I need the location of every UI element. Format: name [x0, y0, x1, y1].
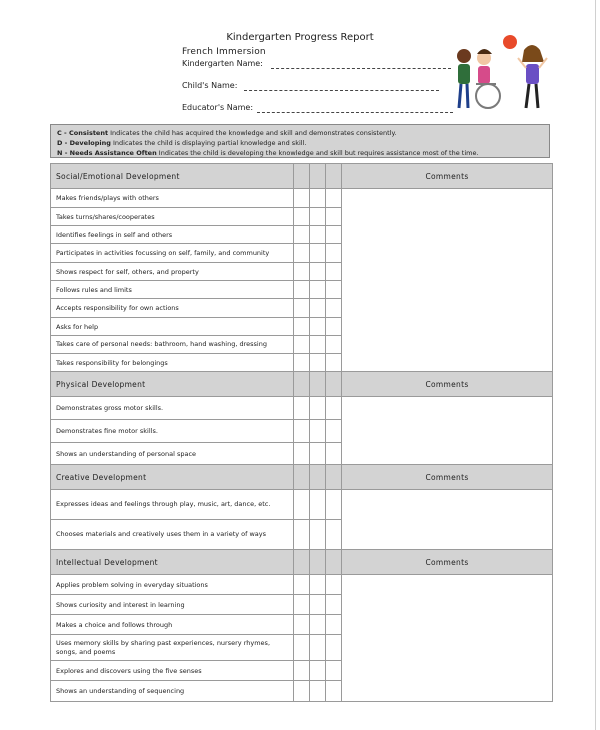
rating-n-checkbox[interactable] [326, 299, 342, 318]
rating-c-checkbox[interactable] [294, 281, 310, 299]
rating-d-checkbox[interactable] [310, 336, 326, 354]
table-row [51, 189, 553, 208]
comments-box[interactable] [342, 490, 553, 550]
rating-n-checkbox[interactable] [326, 443, 342, 465]
rating-c-checkbox[interactable] [294, 615, 310, 635]
skill-label: Shows respect for self, others, and property [51, 263, 294, 281]
rating-d-checkbox[interactable] [310, 354, 326, 372]
rating-n-checkbox[interactable] [326, 281, 342, 299]
comments-header: Comments [342, 372, 553, 397]
rating-header-cell [294, 465, 310, 490]
rating-d-checkbox[interactable] [310, 318, 326, 336]
rating-c-checkbox[interactable] [294, 263, 310, 281]
page-edge [595, 0, 596, 730]
rating-c-checkbox[interactable] [294, 244, 310, 263]
rating-c-checkbox[interactable] [294, 490, 310, 520]
skill-label: Expresses ideas and feelings through play, music, art, dance, etc. [51, 490, 294, 520]
rating-c-checkbox[interactable] [294, 299, 310, 318]
child-name-label: Child's Name: [182, 81, 238, 90]
rating-c-checkbox[interactable] [294, 661, 310, 681]
skill-label: Shows an understanding of personal space [51, 443, 294, 465]
rating-header-cell [326, 465, 342, 490]
rating-header-cell [310, 465, 326, 490]
skill-label: Demonstrates fine motor skills. [51, 420, 294, 443]
skill-label: Takes responsibility for belongings [51, 354, 294, 372]
skill-label: Follows rules and limits [51, 281, 294, 299]
rating-n-checkbox[interactable] [326, 226, 342, 244]
section-title: Intellectual Development [51, 550, 294, 575]
rating-c-checkbox[interactable] [294, 318, 310, 336]
comments-box[interactable] [342, 575, 553, 702]
skill-label: Participates in activities focussing on self, family, and community [51, 244, 294, 263]
rating-header-cell [310, 164, 326, 189]
rating-header-cell [310, 372, 326, 397]
rating-c-checkbox[interactable] [294, 520, 310, 550]
legend-text: Indicates the child has acquired the knowledge and skill and demonstrates consistently. [108, 129, 397, 137]
rating-d-checkbox[interactable] [310, 244, 326, 263]
rating-d-checkbox[interactable] [310, 615, 326, 635]
child-name-line[interactable] [244, 83, 439, 91]
section-title: Social/Emotional Development [51, 164, 294, 189]
comments-header: Comments [342, 550, 553, 575]
skill-label: Takes turns/shares/cooperates [51, 208, 294, 226]
skill-label: Demonstrates gross motor skills. [51, 397, 294, 420]
report-title: Kindergarten Progress Report [226, 32, 374, 43]
rating-n-checkbox[interactable] [326, 318, 342, 336]
rating-n-checkbox[interactable] [326, 263, 342, 281]
rating-n-checkbox[interactable] [326, 420, 342, 443]
table-row [51, 397, 553, 420]
rating-c-checkbox[interactable] [294, 443, 310, 465]
educator-name-line[interactable] [257, 105, 453, 113]
rating-c-checkbox[interactable] [294, 635, 310, 661]
skill-label: Shows an understanding of sequencing [51, 681, 294, 702]
section-header [51, 465, 553, 490]
table-row [51, 490, 553, 520]
rating-c-checkbox[interactable] [294, 397, 310, 420]
rating-d-checkbox[interactable] [310, 299, 326, 318]
comments-box[interactable] [342, 397, 553, 465]
rating-n-checkbox[interactable] [326, 575, 342, 595]
rating-n-checkbox[interactable] [326, 635, 342, 661]
rating-header-cell [294, 550, 310, 575]
rating-d-checkbox[interactable] [310, 189, 326, 208]
section-title: Physical Development [51, 372, 294, 397]
rating-d-checkbox[interactable] [310, 281, 326, 299]
rating-header-cell [310, 550, 326, 575]
rating-legend [50, 124, 550, 158]
legend-developing [57, 138, 543, 148]
skill-label: Shows curiosity and interest in learning [51, 595, 294, 615]
rating-n-checkbox[interactable] [326, 661, 342, 681]
rating-n-checkbox[interactable] [326, 490, 342, 520]
rating-d-checkbox[interactable] [310, 490, 326, 520]
skill-label: Uses memory skills by sharing past experiences, nursery rhymes, songs, and poems [51, 635, 294, 661]
rating-d-checkbox[interactable] [310, 443, 326, 465]
rating-c-checkbox[interactable] [294, 226, 310, 244]
legend-text: Indicates the child is developing the knowledge and skill but requires assistance most of the time. [156, 149, 479, 157]
rating-d-checkbox[interactable] [310, 661, 326, 681]
rating-c-checkbox[interactable] [294, 336, 310, 354]
legend-text: Indicates the child is displaying partial knowledge and skill. [110, 139, 307, 147]
rating-d-checkbox[interactable] [310, 520, 326, 550]
legend-code: N - Needs Assistance Often [57, 149, 157, 157]
rating-d-checkbox[interactable] [310, 681, 326, 702]
rating-n-checkbox[interactable] [326, 354, 342, 372]
skill-label: Makes a choice and follows through [51, 615, 294, 635]
program-subtitle: French Immersion [182, 47, 266, 57]
rating-n-checkbox[interactable] [326, 244, 342, 263]
progress-table [50, 163, 553, 702]
rating-n-checkbox[interactable] [326, 189, 342, 208]
child-name-row [182, 81, 453, 91]
skill-label: Accepts responsibility for own actions [51, 299, 294, 318]
rating-header-cell [294, 372, 310, 397]
header-fields [182, 47, 453, 113]
legend-code: D - Developing [57, 139, 111, 147]
section-header [51, 550, 553, 575]
rating-d-checkbox[interactable] [310, 208, 326, 226]
rating-c-checkbox[interactable] [294, 681, 310, 702]
rating-n-checkbox[interactable] [326, 208, 342, 226]
skill-label: Makes friends/plays with others [51, 189, 294, 208]
skill-label: Chooses materials and creatively uses them in a variety of ways [51, 520, 294, 550]
skill-label: Applies problem solving in everyday situations [51, 575, 294, 595]
rating-n-checkbox[interactable] [326, 397, 342, 420]
rating-d-checkbox[interactable] [310, 397, 326, 420]
rating-c-checkbox[interactable] [294, 595, 310, 615]
rating-n-checkbox[interactable] [326, 595, 342, 615]
rating-c-checkbox[interactable] [294, 575, 310, 595]
comments-box[interactable] [342, 189, 553, 372]
rating-d-checkbox[interactable] [310, 575, 326, 595]
rating-header-cell [326, 550, 342, 575]
rating-d-checkbox[interactable] [310, 263, 326, 281]
rating-header-cell [294, 164, 310, 189]
comments-header: Comments [342, 164, 553, 189]
kindergarten-name-row [182, 59, 453, 69]
kindergarten-name-line[interactable] [271, 61, 451, 69]
rating-d-checkbox[interactable] [310, 420, 326, 443]
rating-header-cell [326, 372, 342, 397]
rating-n-checkbox[interactable] [326, 336, 342, 354]
legend-consistent [57, 128, 543, 138]
educator-name-label: Educator's Name: [182, 103, 254, 112]
rating-d-checkbox[interactable] [310, 595, 326, 615]
comments-header: Comments [342, 465, 553, 490]
rating-n-checkbox[interactable] [326, 681, 342, 702]
legend-code: C - Consistent [57, 129, 109, 137]
rating-c-checkbox[interactable] [294, 354, 310, 372]
skill-label: Takes care of personal needs: bathroom, hand washing, dressing [51, 336, 294, 354]
rating-d-checkbox[interactable] [310, 635, 326, 661]
rating-d-checkbox[interactable] [310, 226, 326, 244]
section-header [51, 372, 553, 397]
children-illustration [452, 34, 557, 114]
rating-c-checkbox[interactable] [294, 189, 310, 208]
rating-c-checkbox[interactable] [294, 208, 310, 226]
legend-needs-assistance [57, 148, 543, 158]
skill-label: Asks for help [51, 318, 294, 336]
rating-n-checkbox[interactable] [326, 520, 342, 550]
skill-label: Explores and discovers using the five senses [51, 661, 294, 681]
rating-header-cell [326, 164, 342, 189]
section-header [51, 164, 553, 189]
kindergarten-name-label: Kindergarten Name: [182, 59, 263, 68]
rating-n-checkbox[interactable] [326, 615, 342, 635]
educator-name-row [182, 103, 453, 113]
section-title: Creative Development [51, 465, 294, 490]
skill-label: Identifies feelings in self and others [51, 226, 294, 244]
table-row [51, 575, 553, 595]
rating-c-checkbox[interactable] [294, 420, 310, 443]
